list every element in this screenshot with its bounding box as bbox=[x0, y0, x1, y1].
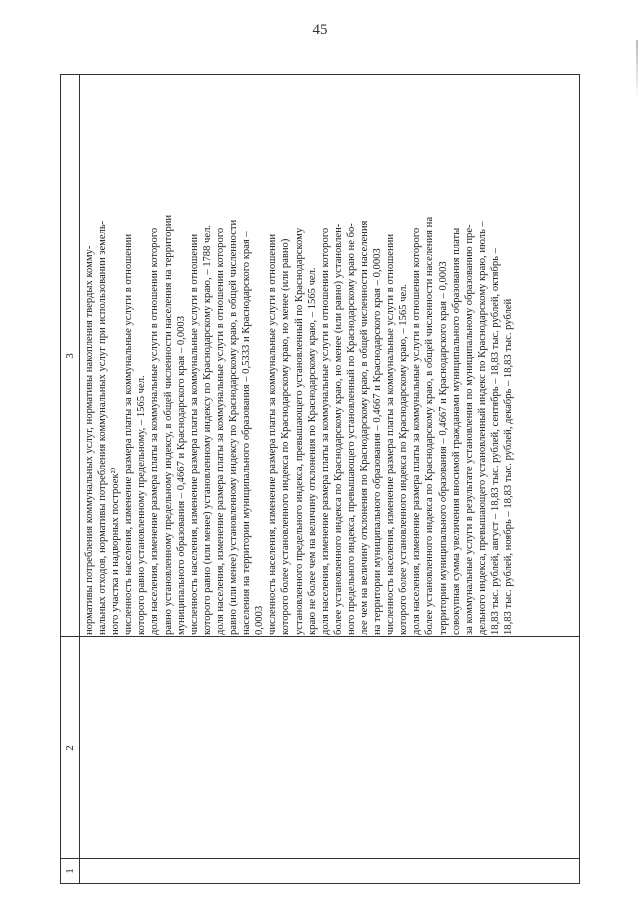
table-text-line: доля населения, изменение размера платы за коммунальные услуги в отношении которого bbox=[411, 227, 423, 635]
table-text-line: равно установленному предельному индексу, в общей численности населения на территории bbox=[162, 214, 174, 635]
table-text-line: более установленного индекса по Краснодарскому краю, в общей численности населения на bbox=[424, 216, 436, 635]
table-text-line: более установленного индекса по Краснодарскому краю, но менее (или равно) установлен- bbox=[332, 223, 344, 635]
table-text-line: численность населения, изменение размера платы за коммунальные услуги в отношении bbox=[385, 233, 397, 635]
header-col-3: 3 bbox=[64, 353, 76, 359]
rotated-table-container bbox=[60, 74, 580, 884]
table-text-line: нальных отходов, нормативы потребления коммунальных услуг при использовании земель- bbox=[97, 220, 109, 635]
table-text-line: краю не более чем на величину отклонения по Краснодарскому краю, – 1565 чел. bbox=[306, 267, 318, 635]
table-text-line: 18,83 тыс. рублей, август – 18,83 тыс. рублей, сентябрь – 18,83 тыс. рублей, октябрь – bbox=[489, 248, 501, 635]
table-text-line: доля населения, изменение размера платы за коммунальные услуги в отношении которого bbox=[149, 227, 161, 635]
data-table bbox=[60, 74, 580, 884]
table-text-line: численность населения, изменение размера платы за коммунальные услуги в отношении bbox=[123, 233, 135, 635]
table-text-line: установленного предельного индекса, превышающего установленный по Краснодарскому bbox=[293, 227, 305, 635]
column-divider-2 bbox=[61, 636, 579, 637]
table-text-line: которого более установленного индекса по Краснодарскому краю, но менее (или равно) bbox=[280, 238, 292, 635]
table-text-line: территории муниципального образования – 0,4667 и Краснодарского края – 0,0003 bbox=[437, 261, 449, 635]
table-text-line: 0,0003 bbox=[254, 605, 266, 635]
table-text-line: населения на территории муниципального образования – 0,5333 и Краснодарского края – bbox=[241, 231, 253, 635]
table-text-line: 18,83 тыс. рублей, ноябрь – 18,83 тыс. рублей, декабрь – 18,83 тыс. рублей bbox=[503, 298, 514, 635]
table-text-line: ного предельного индекса, превышающего установленный по Краснодарскому краю не бо- bbox=[345, 223, 357, 635]
scan-edge-mark bbox=[636, 40, 638, 100]
table-text-line: равно (или менее) установленному индексу по Краснодарскому краю, в общей численности bbox=[228, 219, 240, 635]
table-text-line: лее чем на величину отклонения по Краснодарскому краю, в общей численности населения bbox=[358, 220, 370, 635]
table-text-line: которого равно (или менее) установленному индексу по Краснодарскому краю, – 1788 чел. bbox=[201, 224, 213, 635]
table-text-line: совокупная сумма увеличения вносимой гражданами муниципального образования платы bbox=[450, 227, 462, 635]
page-number: 45 bbox=[312, 22, 328, 38]
table-text-line: за коммунальные услуги в результате установления по муниципальному образованию пре- bbox=[463, 224, 475, 635]
table-text-line: доля населения, изменение размера платы за коммунальные услуги в отношении которого bbox=[214, 227, 226, 635]
table-text-line: численность населения, изменение размера платы за коммунальные услуги в отношении bbox=[188, 233, 200, 635]
column-3-text bbox=[83, 79, 577, 635]
table-text-line: которого более установленного индекса по Краснодарскому краю, – 1565 чел. bbox=[398, 283, 410, 635]
table-text-line: муниципального образования – 0,4667 и Краснодарского края – 0,0003 bbox=[175, 315, 187, 635]
table-text-line: дельного индекса, превышающего установленный индекс по Краснодарскому краю, июль – bbox=[476, 221, 488, 635]
table-header-row bbox=[61, 75, 80, 883]
table-text-line: численность населения, изменение размера платы за коммунальные услуги в отношении bbox=[267, 233, 279, 635]
table-text-line: нормативы потребления коммунальных услуг, нормативы накопления твердых комму- bbox=[84, 245, 95, 635]
table-text-line: ного участка и надворных построек²⁾ bbox=[110, 467, 122, 635]
header-col-2: 2 bbox=[64, 745, 76, 751]
table-text-line: доля населения, изменение размера платы за коммунальные услуги в отношении которого bbox=[319, 227, 331, 635]
column-divider-1 bbox=[61, 858, 579, 859]
table-text-line: на территории муниципального образования – 0,4667 и Краснодарского края – 0,0003 bbox=[372, 248, 384, 635]
table-text-line: которого равно установленному предельному, – 1565 чел. bbox=[136, 375, 148, 635]
header-col-1: 1 bbox=[64, 868, 76, 874]
